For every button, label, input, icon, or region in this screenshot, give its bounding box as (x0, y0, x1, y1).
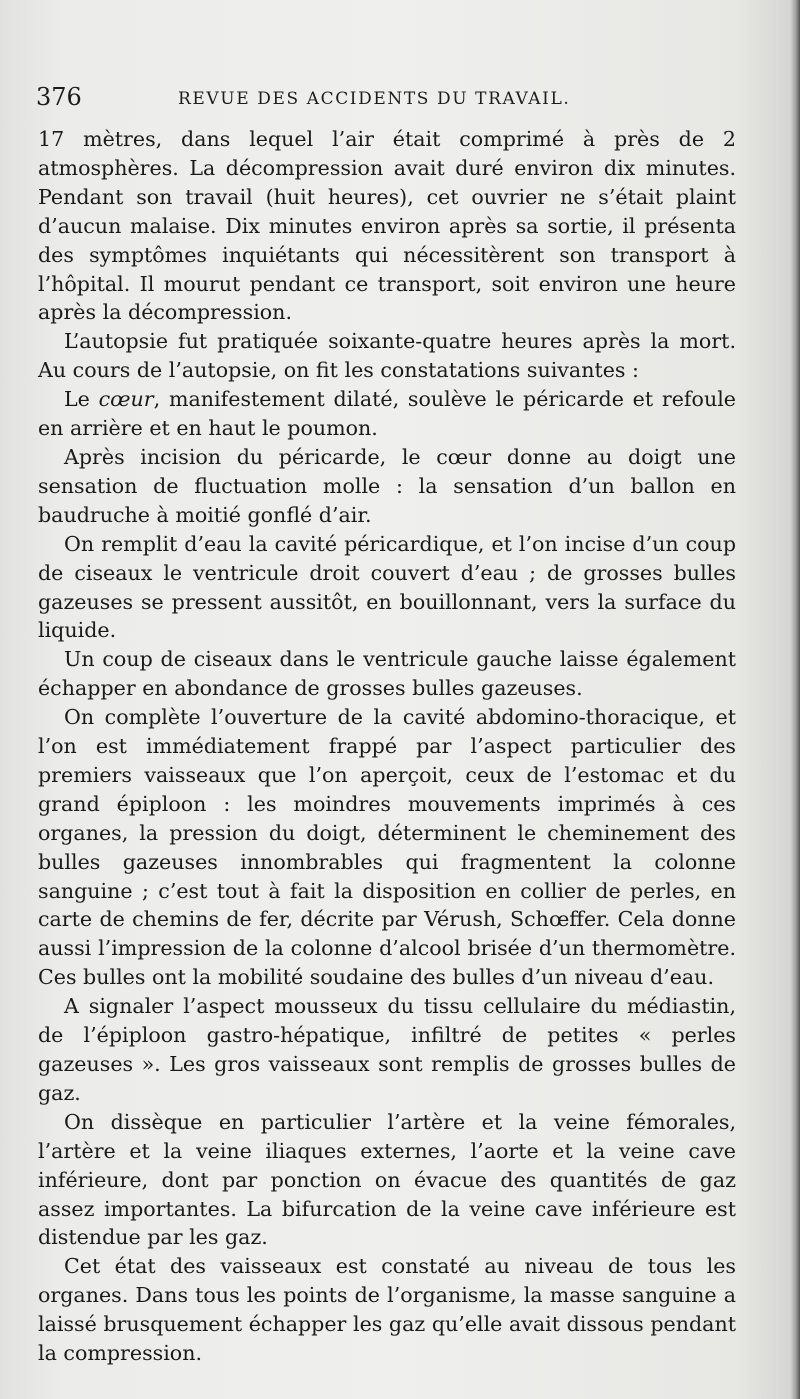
paragraph-heart-rest: , manifestement dilaté, soulève le péricarde et refoule en arrière et en haut le poumon. (38, 387, 736, 441)
paragraph-continuation: 17 mètres, dans lequel l’air était comprimé à près de 2 atmosphères. La décompression avait duré environ dix minutes. Pendant son travail (huit heures), cet ouvrier ne s’était plaint d’aucun malaise. Dix minutes environ après sa sortie, il présenta des symptômes inquiétants qui nécessitèrent son transport à l’hôpital. Il mourut pendant ce transport, soit environ une heure après la décompression. (38, 127, 736, 325)
paragraph-heart (38, 385, 736, 443)
paragraph-heart-italic: cœur (98, 387, 154, 412)
paragraph-heart-lead: Le (64, 387, 99, 412)
page-number: 376 (36, 83, 82, 111)
paragraph-abdomino-thoracic: On complète l’ouverture de la cavité abdomino-thoracique, et l’on est immédiatement frappé par l’aspect particulier des premiers vaisseaux que l’on aperçoit, ceux de l’estomac et du grand épiploon : les moindres mouvements imprimés à ces organes, la pression du doigt, déterminent le cheminement des bulles gazeuses innombrables qui fragmentent la colonne sanguine ; c’est tout à fait la disposition en collier de perles, en carte de chemins de fer, décrite par Vérush, Schœffer. Cela donne aussi l’impression de la colonne d’alcool brisée d’un thermomètre. Ces bulles ont la mobilité soudaine des bulles d’un niveau d’eau. (38, 705, 736, 990)
page-spine-shadow (790, 0, 800, 1399)
paragraph-right-ventricle: On remplit d’eau la cavité péricardique, et l’on incise d’un coup de ciseaux le ventricule droit couvert d’eau ; de grosses bulles gazeuses se pressent aussitôt, en bouillonnant, vers la surface du liquide. (38, 531, 736, 643)
paragraph-pericardium: Après incision du péricarde, le cœur donne au doigt une sensation de fluctuation molle : la sensation d’un ballon en baudruche à moitié gonflé d’air. (38, 444, 736, 527)
paragraph-dissection: On dissèque en particulier l’artère et la veine fémorales, l’artère et la veine iliaques externes, l’aorte et la veine cave inférieure, dont par ponction on évacue des quantités de gaz assez importantes. La bifurcation de la veine cave inférieure est distendue par les gaz. (38, 1109, 736, 1250)
running-title: REVUE DES ACCIDENTS DU TRAVAIL. (178, 89, 571, 109)
paragraph-autopsy: L’autopsie fut pratiquée soixante-quatre heures après la mort. Au cours de l’autopsie, on fit les constatations suivantes : (38, 329, 736, 383)
paragraph-mediastinum: A signaler l’aspect mousseux du tissu cellulaire du médiastin, de l’épiploon gastro-hépatique, infiltré de petites « perles gazeuses ». Les gros vaisseaux sont remplis de grosses bulles de gaz. (38, 994, 736, 1105)
page-header (36, 80, 736, 114)
body-text (38, 125, 736, 1368)
paragraph-left-ventricle: Un coup de ciseaux dans le ventricule gauche laisse également échapper en abondance de grosses bulles gazeuses. (38, 647, 736, 701)
paragraph-conclusion: Cet état des vaisseaux est constaté au niveau de tous les organes. Dans tous les points de l’organisme, la masse sanguine a laissé brusquement échapper les gaz qu’elle avait dissous pendant la compression. (38, 1254, 736, 1366)
